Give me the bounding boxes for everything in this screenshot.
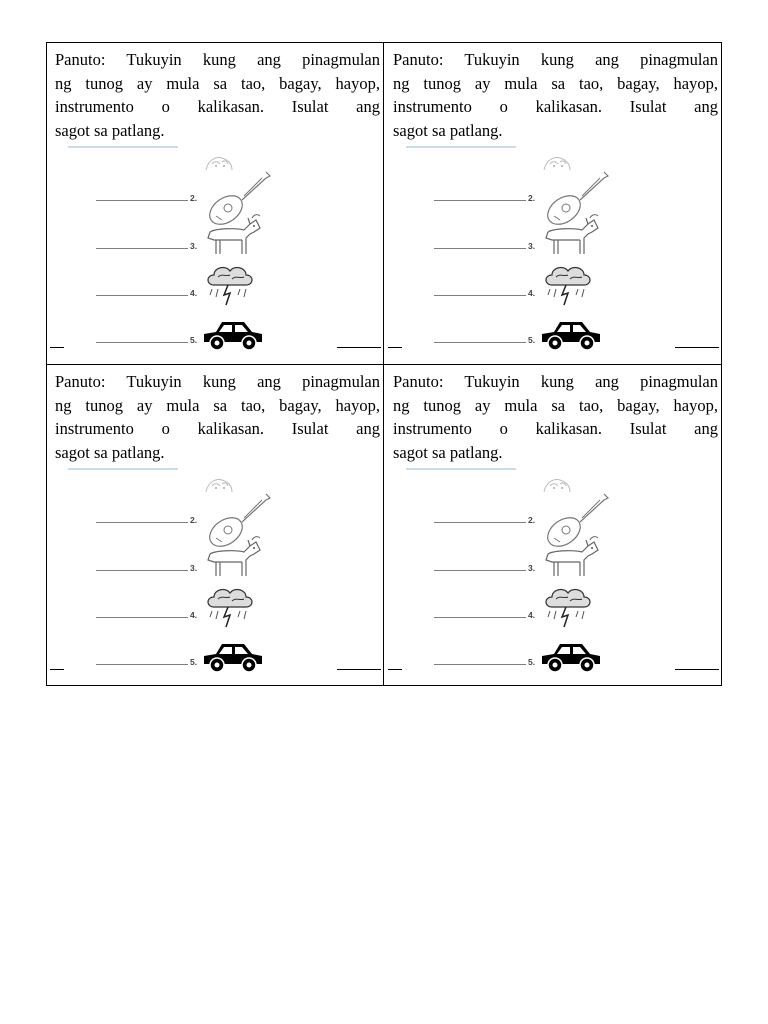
answer-line-stub: [337, 669, 381, 670]
answer-blank[interactable]: [434, 570, 526, 571]
activity-card: [50, 46, 381, 364]
item-number: 4.: [528, 288, 536, 298]
answer-blank[interactable]: [96, 248, 188, 249]
answer-blank[interactable]: [434, 522, 526, 523]
instruction-line: sagot sa patlang.: [393, 120, 503, 140]
person-icon: [540, 152, 574, 172]
instruction-line: ng tunog ay mula sa tao, bagay, hayop,: [55, 73, 380, 93]
answer-blank[interactable]: [434, 248, 526, 249]
instruction-text: [393, 48, 718, 142]
instruction-line: ng tunog ay mula sa tao, bagay, hayop,: [55, 395, 380, 415]
item-number: 3.: [528, 241, 536, 251]
answer-blank[interactable]: [434, 617, 526, 618]
item-number: 3.: [190, 563, 198, 573]
item-number: 2.: [190, 515, 198, 525]
item-number: 3.: [528, 563, 536, 573]
item-number: 5.: [528, 335, 536, 345]
car-icon: [202, 320, 264, 352]
item-row: [60, 271, 290, 319]
answer-blank[interactable]: [434, 295, 526, 296]
instruction-line: sagot sa patlang.: [55, 120, 165, 140]
person-icon: [540, 474, 574, 494]
item-number: 5.: [190, 335, 198, 345]
faded-line: [406, 468, 516, 470]
item-number: 5.: [190, 657, 198, 667]
goat-icon: [202, 214, 264, 260]
person-icon: [202, 474, 236, 494]
answer-line-stub: [337, 347, 381, 348]
faded-line: [68, 146, 178, 148]
instruction-line: Panuto: Tukuyin kung ang pinagmulan: [55, 50, 380, 69]
answer-blank[interactable]: [96, 664, 188, 665]
matching-items: [398, 468, 628, 683]
matching-items: [60, 468, 290, 683]
item-number: 4.: [190, 288, 198, 298]
goat-icon: [540, 214, 602, 260]
instruction-line: instrumento o kalikasan. Isulat ang: [393, 419, 718, 438]
instruction-line: ng tunog ay mula sa tao, bagay, hayop,: [393, 73, 718, 93]
car-icon: [540, 642, 602, 674]
item-number: 4.: [528, 610, 536, 620]
person-icon: [202, 152, 236, 172]
faded-line: [406, 146, 516, 148]
item-row: [60, 593, 290, 641]
answer-line-stub: [388, 347, 402, 348]
item-row: [398, 593, 628, 641]
answer-blank[interactable]: [96, 617, 188, 618]
instruction-text: [393, 370, 718, 464]
item-row: [398, 318, 628, 366]
answer-blank[interactable]: [434, 342, 526, 343]
goat-icon: [540, 536, 602, 582]
answer-line-stub: [675, 347, 719, 348]
instruction-text: [55, 370, 380, 464]
answer-blank[interactable]: [96, 522, 188, 523]
activity-card: [388, 46, 719, 364]
answer-blank[interactable]: [96, 295, 188, 296]
faded-line: [68, 468, 178, 470]
answer-blank[interactable]: [96, 200, 188, 201]
item-number: 3.: [190, 241, 198, 251]
instruction-line: instrumento o kalikasan. Isulat ang: [55, 419, 380, 438]
item-row: [398, 271, 628, 319]
answer-blank[interactable]: [434, 664, 526, 665]
activity-card: [388, 368, 719, 686]
item-row: [60, 640, 290, 688]
activity-card: [50, 368, 381, 686]
answer-line-stub: [50, 669, 64, 670]
answer-line-stub: [388, 669, 402, 670]
car-icon: [202, 642, 264, 674]
storm-cloud-icon: [202, 263, 258, 307]
item-row: [60, 318, 290, 366]
instruction-line: Panuto: Tukuyin kung ang pinagmulan: [55, 372, 380, 391]
item-number: 2.: [190, 193, 198, 203]
storm-cloud-icon: [540, 263, 596, 307]
instruction-line: instrumento o kalikasan. Isulat ang: [55, 97, 380, 116]
instruction-line: instrumento o kalikasan. Isulat ang: [393, 97, 718, 116]
answer-blank[interactable]: [96, 342, 188, 343]
instruction-line: Panuto: Tukuyin kung ang pinagmulan: [393, 50, 718, 69]
answer-line-stub: [675, 669, 719, 670]
item-number: 4.: [190, 610, 198, 620]
matching-items: [398, 146, 628, 361]
item-number: 5.: [528, 657, 536, 667]
item-number: 2.: [528, 193, 536, 203]
instruction-line: Panuto: Tukuyin kung ang pinagmulan: [393, 372, 718, 391]
answer-blank[interactable]: [434, 200, 526, 201]
goat-icon: [202, 536, 264, 582]
instruction-line: sagot sa patlang.: [393, 442, 503, 462]
instruction-line: ng tunog ay mula sa tao, bagay, hayop,: [393, 395, 718, 415]
instruction-line: sagot sa patlang.: [55, 442, 165, 462]
instruction-text: [55, 48, 380, 142]
matching-items: [60, 146, 290, 361]
answer-line-stub: [50, 347, 64, 348]
car-icon: [540, 320, 602, 352]
answer-blank[interactable]: [96, 570, 188, 571]
storm-cloud-icon: [202, 585, 258, 629]
item-row: [398, 640, 628, 688]
storm-cloud-icon: [540, 585, 596, 629]
item-number: 2.: [528, 515, 536, 525]
